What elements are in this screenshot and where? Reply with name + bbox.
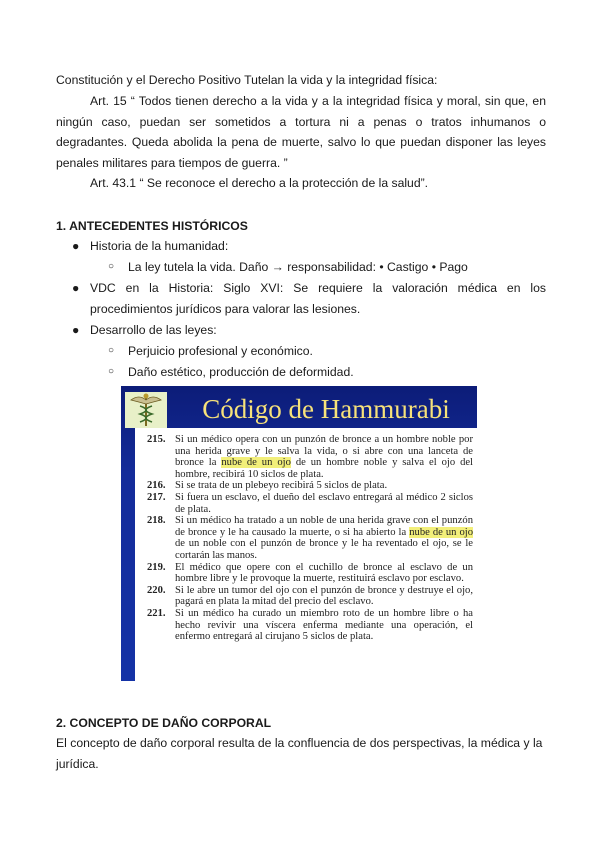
image-title: Código de Hammurabi <box>202 394 450 424</box>
image-text-panel <box>135 428 477 681</box>
law-row <box>147 434 473 480</box>
law-number: 218. <box>147 515 166 527</box>
law-row <box>147 492 473 515</box>
law-text: Si un médico ha curado un miembro roto de un hombre libre o ha hecho revivir una víscera enferma mediante una operación, el enfermo entregará al cirujano 5 siclos de plata. <box>175 607 473 643</box>
caduceus-icon <box>123 390 169 430</box>
section-1-heading: 1. ANTECEDENTES HISTÓRICOS <box>56 219 248 233</box>
law-number: 221. <box>147 607 166 619</box>
law-text: Si fuera un esclavo, el dueño del esclavo entregará al médico 2 siclos de plata. <box>175 491 473 515</box>
law-text: El médico que opere con el cuchillo de bronce al esclavo de un hombre libre y le provoque la muerte, restituirá esclavo por esclavo. <box>175 561 473 585</box>
bullet-icon: ● <box>72 323 80 337</box>
bullet-icon: ● <box>72 281 80 295</box>
law-text: Si se trata de un plebeyo recibirá 5 siclos de plata. <box>175 480 388 492</box>
circle-bullet-icon: ○ <box>108 261 115 272</box>
law-text: Si un médico opera con un punzón de bronce a un hombre noble por una herida grave y le salva la vida, o si abre con una lanceta de bronce la <box>175 434 473 469</box>
law-text: Si un médico ha tratado a un noble de una herida grave con el punzón de bronce y le ha causado la muerte, o si ha abierto la <box>175 515 473 538</box>
law-row <box>147 515 473 561</box>
highlighted-text: nube de un ojo <box>221 457 291 469</box>
circle-bullet-icon: ○ <box>108 345 115 356</box>
section-2-paragraph: El concepto de daño corporal resulta de la confluencia de dos perspectivas, la médica y la jurídica. <box>56 736 543 771</box>
law-number: 220. <box>147 584 166 596</box>
hammurabi-image <box>121 386 477 681</box>
law-row <box>147 562 473 585</box>
law-row <box>147 585 473 608</box>
law-text: Si le abre un tumor del ojo con el punzón de bronce y destruye el ojo, pagará en plata la mitad del precio del esclavo. <box>175 584 473 608</box>
hammurabi-laws <box>147 434 473 643</box>
document-page: Constitución y el Derecho Positivo Tutelan la vida y la integridad física: Art. 15 “ Todos tienen derecho a la vida y a la integridad física y moral, sin que, en ningún caso, puedan ser sometidos a tortura ni a penas o tratos inhumanos o degradantes. Queda abolida la pena de muerte, salvo lo que puedan disponer las leyes penales militares para tiempos de guerra. ” Art. 43.1 “ Se reconoce el derecho a la protección de la salud”. 1. ANTECEDENTES HISTÓRICOS ● Historia de la humanidad: ○ La ley tutela la vida. Daño → responsabilidad: • Castigo • Pago ● VDC en la Historia: Siglo XVI: Se requiere la valoración médica en los procedimientos jurídicos para valorar las lesiones. ● Desarrollo de las leyes: ○ Perjuicio profesional y económico. ○ Daño estético, producción de deformidad. Código de Hammurabi 215. Si un médico opera con un punzón de bronce a un hombre noble por una herida grave y le salva la vida, o si abre con una lanceta de bronce la nube de un ojo de un hombre noble y salva el ojo del hombre, recibirá 10 siclos de plata. 216. Si se trata de un plebeyo recibirá 5 siclos de plata. 217. Si fuera un esclavo, el dueño del esclavo entregará al médico 2 siclos de plata. 218. Si un médico ha tratado a un noble de una herida grave con el punzón de bronce y le ha causado la muerte, o si ha abierto la nube de un ojo de un noble con el punzón de bronce y le ha reventado el ojo, se le cortarán las manos. 219. El médico que opere con el cuchillo de bronce al esclavo de un hombre libre y le provoque la muerte, restituirá esclavo por esclavo. 220. Si le abre un tumor del ojo con el punzón de bronce y destruye el ojo, pagará en plata la mitad del precio del esclavo. 221. Si un médico ha curado un miembro roto de un hombre libre o ha hecho revivir una víscera enferma mediante una operación, el enfermo entregará al cirujano 5 siclos de plata. 2. CONCEPTO DE DAÑO CORPORAL El concepto de daño corporal resulta de la confluencia de dos perspectivas, la médica y la jurídica. <box>0 0 600 848</box>
law-number: 217. <box>147 491 166 503</box>
law-number: 219. <box>147 561 166 573</box>
article-15: Art. 15 “ Todos tienen derecho a la vida y a la integridad física y moral, sin que, en ningún caso, puedan ser sometidos a tortura ni a penas o tratos inhumanos o degradantes. Queda abolida la pena de muerte, salvo lo que puedan disponer las leyes penales militares para tiempos de guerra. ” <box>56 94 546 170</box>
intro-line: Constitución y el Derecho Positivo Tutelan la vida y la integridad física: <box>56 73 438 87</box>
law-text: de un noble con el punzón de bronce y le ha reventado el ojo, se le cortarán las manos. <box>175 538 473 561</box>
circle-bullet-icon: ○ <box>108 366 115 377</box>
law-text: de un hombre noble y salva el ojo del hombre, recibirá 10 siclos de plata. <box>175 457 474 480</box>
highlighted-text: nube de un ojo <box>409 526 474 538</box>
section-2-heading: 2. CONCEPTO DE DAÑO CORPORAL <box>56 716 272 730</box>
law-number: 216. <box>147 480 166 492</box>
list-item: VDC en la Historia: Siglo XVI: Se requiere la valoración médica en los procedimientos jurídicos para valorar las lesiones. <box>90 281 546 316</box>
law-number: 215. <box>147 434 166 445</box>
law-row <box>147 608 473 643</box>
bullet-icon: ● <box>72 239 80 253</box>
article-43-1: Art. 43.1 “ Se reconoce el derecho a la protección de la salud”. <box>90 176 429 190</box>
law-row <box>147 480 473 492</box>
